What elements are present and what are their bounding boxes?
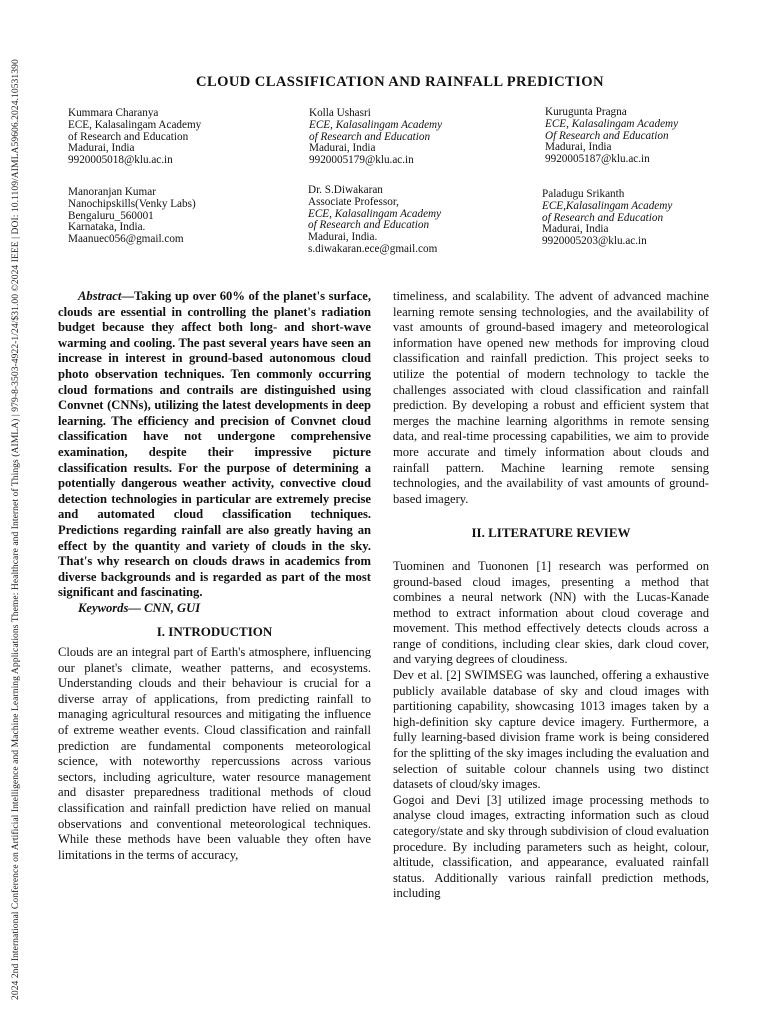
author-block bbox=[309, 108, 529, 167]
author-location: Madurai, India bbox=[309, 142, 376, 155]
author-affiliation: of Research and Education bbox=[68, 130, 189, 143]
author-email: 9920005018@klu.ac.in bbox=[68, 154, 173, 167]
author-affiliation: Nanochipskills(Venky Labs) bbox=[68, 197, 196, 210]
author-location: Karnataka, India. bbox=[68, 221, 146, 234]
paper-title: CLOUD CLASSIFICATION AND RAINFALL PREDICTION bbox=[196, 74, 604, 90]
author-affiliation: ECE, Kalasalingam Academy bbox=[308, 207, 442, 220]
conference-sidebar-text: 2024 2nd International Conference on Artificial Intelligence and Machine Learning Applications Theme: Healthcare and Internet of Things (AIMLA) | 979-8-3503-4922-1/24/$31.00 ©2024 IEEE | DOI: 10.1109/AIMLA59606.2024.10531390 bbox=[10, 59, 21, 1000]
author-name: Manoranjan Kumar bbox=[68, 186, 156, 198]
keywords: Keywords— CNN, GUI bbox=[78, 600, 201, 615]
literature-paragraph: Dev et al. [2] SWIMSEG was launched, offering a exhaustive publicly available database of sky and cloud images with partitioning capability, showcasing 1013 images taken by a high-definition sky capture device imagery. Furthermore, a fully learning-based division frame work is being considered for the splitting of the sky images including the evaluation and selection of suitable colour channels using two distinct datasets of cloud/sky images. bbox=[393, 668, 709, 792]
author-name: Paladugu Srikanth bbox=[542, 188, 625, 200]
author-email: 9920005187@klu.ac.in bbox=[545, 153, 650, 166]
author-affiliation: of Research and Education bbox=[542, 211, 664, 224]
author-block bbox=[542, 189, 762, 248]
author-block bbox=[308, 185, 528, 256]
author-email: s.diwakaran.ece@gmail.com bbox=[308, 242, 438, 255]
literature-paragraph: Tuominen and Tuononen [1] research was performed on ground-based cloud images, presenting a method that combines a neural network (NN) with the Lucas-Kanade method to extract information about cloud coverage and movement. This method effectively detects clouds across a range of conditions, including clear skies, dark cloud cover, and varying degrees of cloudiness. bbox=[393, 558, 709, 667]
author-role: Associate Professor, bbox=[308, 195, 399, 208]
author-location: Madurai, India bbox=[542, 223, 609, 236]
intro-paragraph-continued: timeliness, and scalability. The advent of advanced machine learning remote sensing technologies, and the availability of vast amounts of ground-based imagery and meteorological information have opened new methods for improving cloud classification and rainfall prediction. This project seeks to utilize the potential of modern technology to tackle the challenges associated with cloud classification and rainfall prediction. By developing a robust and efficient system that merges the machine learning algorithms in remote sensing data, and real-time processing capabilities, we aim to provide more accurate and timely information about clouds and rainfall pattern. Machine learning remote sensing technologies, and the availability of vast amounts of ground-based imagery. bbox=[393, 289, 709, 506]
author-affiliation: ECE, Kalasalingam Academy bbox=[545, 117, 679, 130]
author-location: Madurai, India bbox=[545, 141, 612, 154]
author-name: Dr. S.Diwakaran bbox=[308, 184, 383, 196]
abstract-label: Abstract bbox=[78, 289, 122, 303]
left-column bbox=[58, 289, 371, 863]
author-affiliation: ECE, Kalasalingam Academy bbox=[309, 118, 443, 131]
section-heading-introduction: I. INTRODUCTION bbox=[156, 624, 273, 640]
author-affiliation: of Research and Education bbox=[309, 130, 431, 143]
author-affiliation: of Research and Education bbox=[308, 219, 430, 232]
author-affiliation: ECE, Kalasalingam Academy bbox=[68, 118, 202, 131]
section-heading-literature-review: II. LITERATURE REVIEW bbox=[471, 525, 631, 541]
abstract-text: —Taking up over 60% of the planet's surface, clouds are essential in controlling the planet's radiation budget because they affect both long- and short-wave warming and cooling. The past several years have seen an increase in interest in ground-based autonomous cloud photo observation techniques. Ten commonly occurring cloud formations and contrails are distinguished using Convnet (CNNs), utilizing the latest developments in deep learning. The efficiency and precision of Convnet cloud classification have not undergone comprehensive examination, despite their impressive picture classification results. For the purpose of determining a potentially dangerous weather activity, convective cloud detection technologies in particular are extremely precise and automated cloud classification techniques. Predictions regarding rainfall are also greatly having an effect by the quantity and variety of clouds in the sky. That's why research on clouds draws in academics from diverse backgrounds and is regarded as part of the most significant and fascinating. bbox=[58, 289, 371, 600]
author-name: Kolla Ushasri bbox=[309, 107, 371, 119]
intro-paragraph: Clouds are an integral part of Earth's atmosphere, influencing our planet's climate, weather patterns, and ecosystems. Understanding clouds and their behaviour is crucial for a diverse array of applications, from predicting rainfall to managing agricultural resources and mitigating the influence of extreme weather events. Cloud classification and rainfall prediction are fundamental components meteorological science, with noteworthy repercussions across various sectors, including agriculture, water resource management and disaster preparedness traditional methods of cloud classification and rainfall prediction have relied on manual observations and conventional meteorological techniques. While these methods have been valuable they often have limitations in the terms of accuracy, bbox=[58, 645, 371, 862]
author-affiliation: Of Research and Education bbox=[545, 129, 669, 142]
author-affiliation: Bengaluru_560001 bbox=[68, 209, 154, 222]
author-location: Madurai, India bbox=[68, 142, 135, 155]
right-column bbox=[393, 289, 709, 902]
author-email: 9920005203@klu.ac.in bbox=[542, 235, 647, 248]
author-name: Kummara Charanya bbox=[68, 107, 159, 119]
author-email: 9920005179@klu.ac.in bbox=[309, 154, 414, 167]
abstract bbox=[58, 289, 371, 601]
author-block bbox=[68, 187, 288, 246]
author-block bbox=[68, 108, 288, 167]
author-name: Kurugunta Pragna bbox=[545, 106, 627, 118]
author-affiliation: ECE,Kalasalingam Academy bbox=[542, 199, 673, 212]
author-block bbox=[545, 107, 765, 166]
author-location: Madurai, India. bbox=[308, 231, 378, 244]
literature-paragraph: Gogoi and Devi [3] utilized image processing methods to analyse cloud images, extracting information such as cloud category/state and sky through subdivision of cloud evaluation procedure. By including parameters such as height, colour, altitude, classification, and appearance, evaluated rainfall status. Additionally various rainfall prediction methods, including bbox=[393, 792, 709, 901]
author-email: Maanuec056@gmail.com bbox=[68, 233, 184, 246]
